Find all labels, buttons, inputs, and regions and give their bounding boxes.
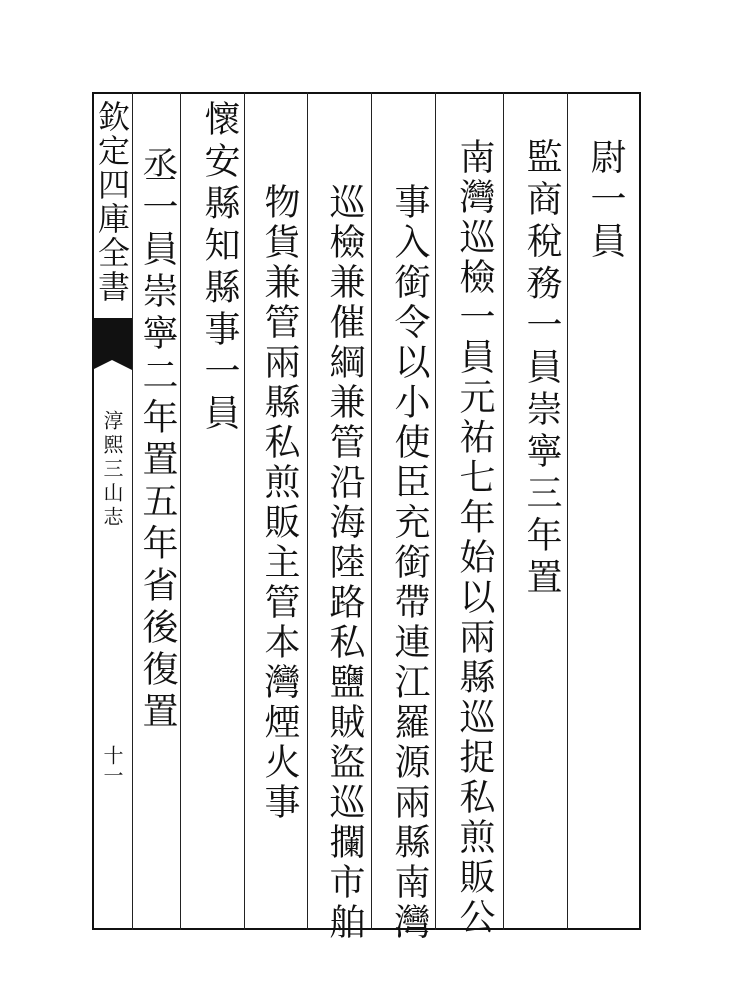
column-rule <box>503 92 504 930</box>
text-column-7: 懷安縣知縣事一員 <box>199 100 240 436</box>
text-column-4: 事入銜令以小使臣充銜帶連江羅源兩縣南灣 <box>389 183 430 943</box>
text-column-2: 監商稅務一員崇寧三年置 <box>521 138 562 600</box>
gutter-book-title: 淳熙三山志 <box>100 410 124 530</box>
text-column-1: 尉一員 <box>585 138 626 264</box>
text-column-6: 物貨兼管兩縣私煎販主管本灣煙火事 <box>259 183 300 823</box>
gutter-page-number: 十一 <box>100 745 124 785</box>
text-column-8: 丞一員崇寧二年置五年省後復置 <box>137 146 178 734</box>
fishtail-mark <box>92 318 132 360</box>
text-column-3: 南灣巡檢一員元祐七年始以兩縣巡捉私煎販公 <box>454 138 495 938</box>
text-column-5: 巡檢兼催綱兼管沿海陸路私鹽賊盜巡攔市舶 <box>324 183 365 943</box>
column-rule <box>435 92 436 930</box>
column-rule <box>371 92 372 930</box>
gutter-title: 欽定四庫全書 <box>93 100 131 304</box>
column-rule <box>307 92 308 930</box>
